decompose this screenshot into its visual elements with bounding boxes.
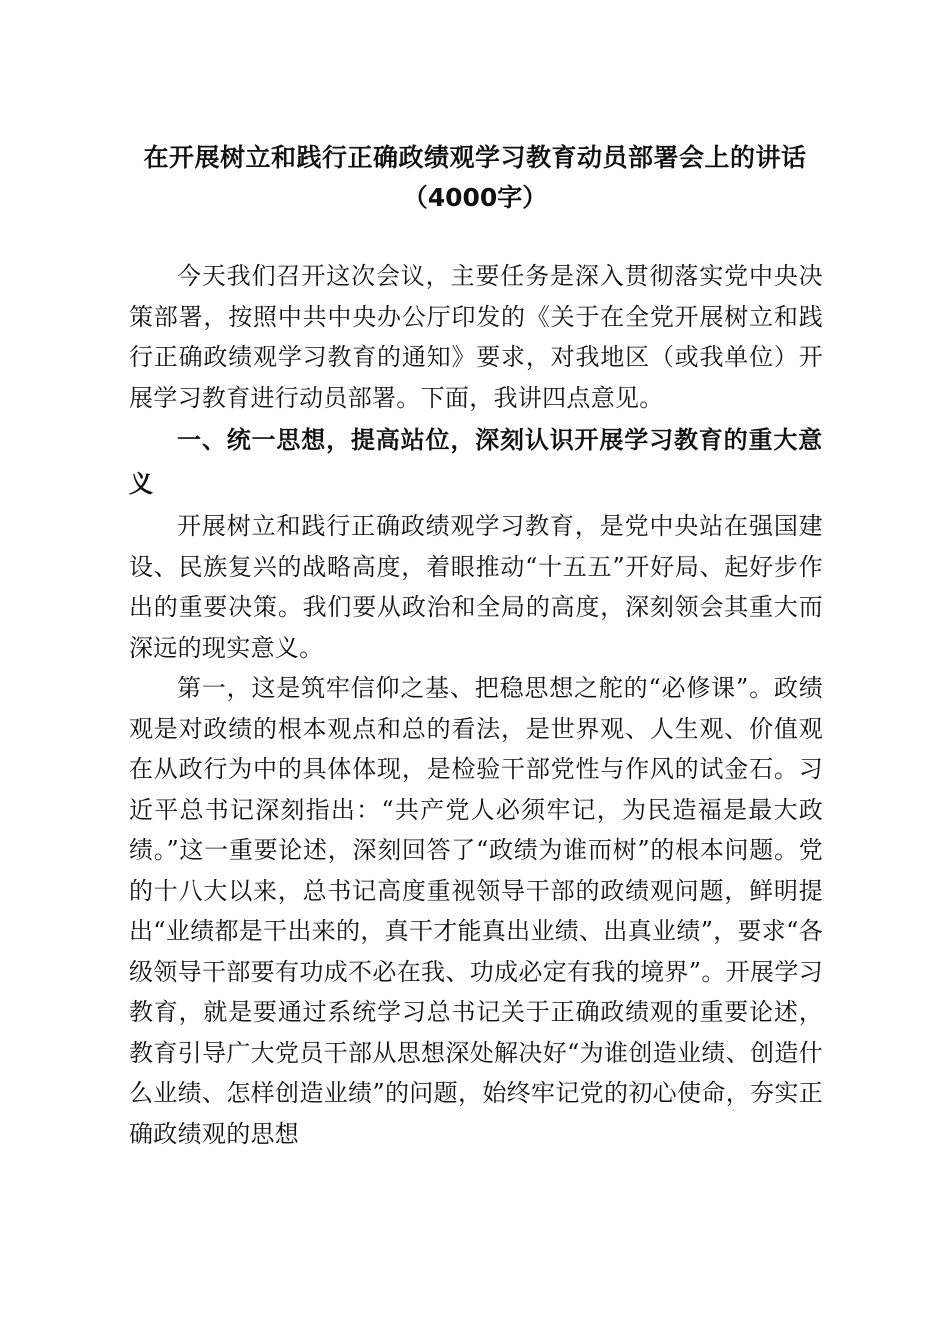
- document-subtitle: （4000字）: [402, 183, 548, 212]
- document-title: 在开展树立和践行正确政绩观学习教育动员部署会上的讲话: [143, 143, 807, 172]
- intro-paragraph: 今天我们召开这次会议，主要任务是深入贯彻落实党中央决策部署，按照中共中央办公厅印发的《关于在全党开展树立和践行正确政绩观学习教育的通知》要求，对我地区（或我单位）开展学习教育进行动员部署。下面，我讲四点意见。: [129, 262, 823, 412]
- document-body: [129, 256, 823, 1154]
- section-1-paragraph: 开展树立和践行正确政绩观学习教育，是党中央站在强国建设、民族复兴的战略高度，着眼推动“十五五”开好局、起好步作出的重要决策。我们要从政治和全局的高度，深刻领会其重大而深远的现实意义。: [129, 512, 823, 662]
- point-1-paragraph: 第一，这是筑牢信仰之基、把稳思想之舵的“必修课”。政绩观是对政绩的根本观点和总的看法，是世界观、人生观、价值观在从政行为中的具体体现，是检验干部党性与作风的试金石。习近平总书记深刻指出：“共产党人必须牢记，为民造福是最大政绩。”这一重要论述，深刻回答了“政绩为谁而树”的根本问题。党的十八大以来，总书记高度重视领导干部的政绩观问题，鲜明提出“业绩都是干出来的，真干才能真出业绩、出真业绩”，要求“各级领导干部要有功成不必在我、功成必定有我的境界”。开展学习教育，就是要通过系统学习总书记关于正确政绩观的重要论述，教育引导广大党员干部从思想深处解决好“为谁创造业绩、创造什么业绩、怎样创造业绩”的问题，始终牢记党的初心使命，夯实正确政绩观的思想: [129, 674, 823, 1148]
- section-heading-1: 一、统一思想，提高站位，深刻认识开展学习教育的重大意义: [129, 426, 823, 498]
